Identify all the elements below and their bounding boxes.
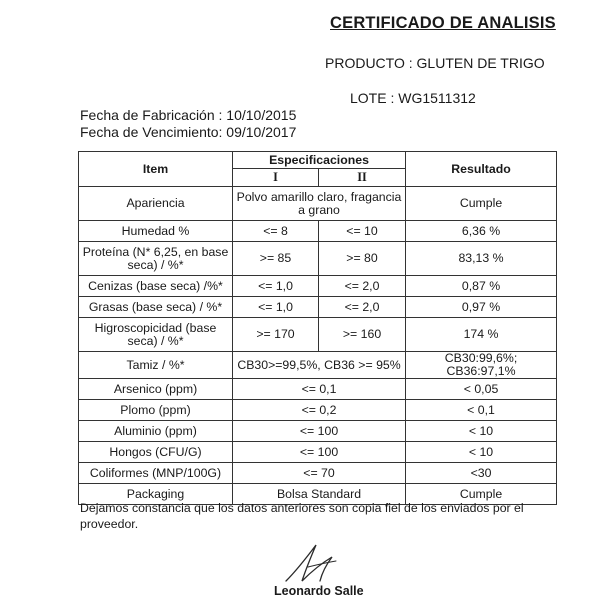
header-spec-ii: II (319, 169, 406, 187)
row-result: <30 (406, 463, 557, 484)
table-row (79, 442, 557, 463)
disclaimer-note: Dejamos constancia que los datos anteriores son copia fiel de los enviados por el proveedor. (80, 501, 524, 531)
header-especificaciones: Especificaciones (233, 152, 406, 169)
row-spec-i: <= 1,0 (233, 276, 319, 297)
table-row (79, 318, 557, 352)
row-spec-ii: <= 2,0 (319, 297, 406, 318)
row-spec: <= 0,1 (233, 379, 406, 400)
header-resultado: Resultado (406, 152, 557, 187)
row-item: Coliformes (MNP/100G) (79, 463, 233, 484)
row-spec: <= 0,2 (233, 400, 406, 421)
table-row (79, 352, 557, 379)
table-row (79, 297, 557, 318)
row-result: Cumple (406, 187, 557, 221)
row-result: 174 % (406, 318, 557, 352)
row-result: < 10 (406, 442, 557, 463)
row-spec-i: >= 170 (233, 318, 319, 352)
manufacture-date: Fecha de Fabricación : 10/10/2015 (80, 107, 297, 123)
header-spec-i: I (233, 169, 319, 187)
row-result: CB30:99,6%; CB36:97,1% (406, 352, 557, 379)
analysis-table (78, 151, 557, 505)
row-result: Cumple (406, 484, 557, 505)
table-row (79, 379, 557, 400)
table-row (79, 221, 557, 242)
row-item: Plomo (ppm) (79, 400, 233, 421)
row-result: < 10 (406, 421, 557, 442)
table-row (79, 463, 557, 484)
row-result: < 0,05 (406, 379, 557, 400)
row-item: Packaging (79, 484, 233, 505)
row-spec-i: <= 1,0 (233, 297, 319, 318)
row-result: 0,97 % (406, 297, 557, 318)
row-item: Arsenico (ppm) (79, 379, 233, 400)
row-result: 83,13 % (406, 242, 557, 276)
header-item: Item (79, 152, 233, 187)
row-item: Aluminio (ppm) (79, 421, 233, 442)
table-row (79, 187, 557, 221)
row-result: 6,36 % (406, 221, 557, 242)
table-row (79, 276, 557, 297)
row-result: 0,87 % (406, 276, 557, 297)
row-spec: <= 100 (233, 442, 406, 463)
expiry-date: Fecha de Vencimiento: 09/10/2017 (80, 124, 297, 140)
row-spec: Polvo amarillo claro, fragancia a grano (233, 187, 406, 221)
row-item: Apariencia (79, 187, 233, 221)
signer-name: Leonardo Salle (274, 584, 364, 598)
document-title: CERTIFICADO DE ANALISIS (330, 14, 556, 32)
row-spec-i: >= 85 (233, 242, 319, 276)
row-spec: <= 100 (233, 421, 406, 442)
row-result: < 0,1 (406, 400, 557, 421)
row-item: Tamiz / %* (79, 352, 233, 379)
row-item: Cenizas (base seca) /%* (79, 276, 233, 297)
row-item: Hongos (CFU/G) (79, 442, 233, 463)
row-spec: <= 70 (233, 463, 406, 484)
row-spec-ii: >= 80 (319, 242, 406, 276)
row-spec: CB30>=99,5%, CB36 >= 95% (233, 352, 406, 379)
handwritten-signature (280, 535, 360, 587)
row-spec-ii: <= 10 (319, 221, 406, 242)
row-spec-ii: >= 160 (319, 318, 406, 352)
row-spec: Bolsa Standard (233, 484, 406, 505)
row-item: Higroscopicidad (base seca) / %* (79, 318, 233, 352)
table-row (79, 400, 557, 421)
row-spec-ii: <= 2,0 (319, 276, 406, 297)
row-spec-i: <= 8 (233, 221, 319, 242)
table-row (79, 242, 557, 276)
product-line: PRODUCTO : GLUTEN DE TRIGO (325, 55, 545, 71)
row-item: Humedad % (79, 221, 233, 242)
row-item: Proteína (N* 6,25, en base seca) / %* (79, 242, 233, 276)
lot-line: LOTE : WG1511312 (350, 90, 476, 106)
table-row (79, 421, 557, 442)
row-item: Grasas (base seca) / %* (79, 297, 233, 318)
